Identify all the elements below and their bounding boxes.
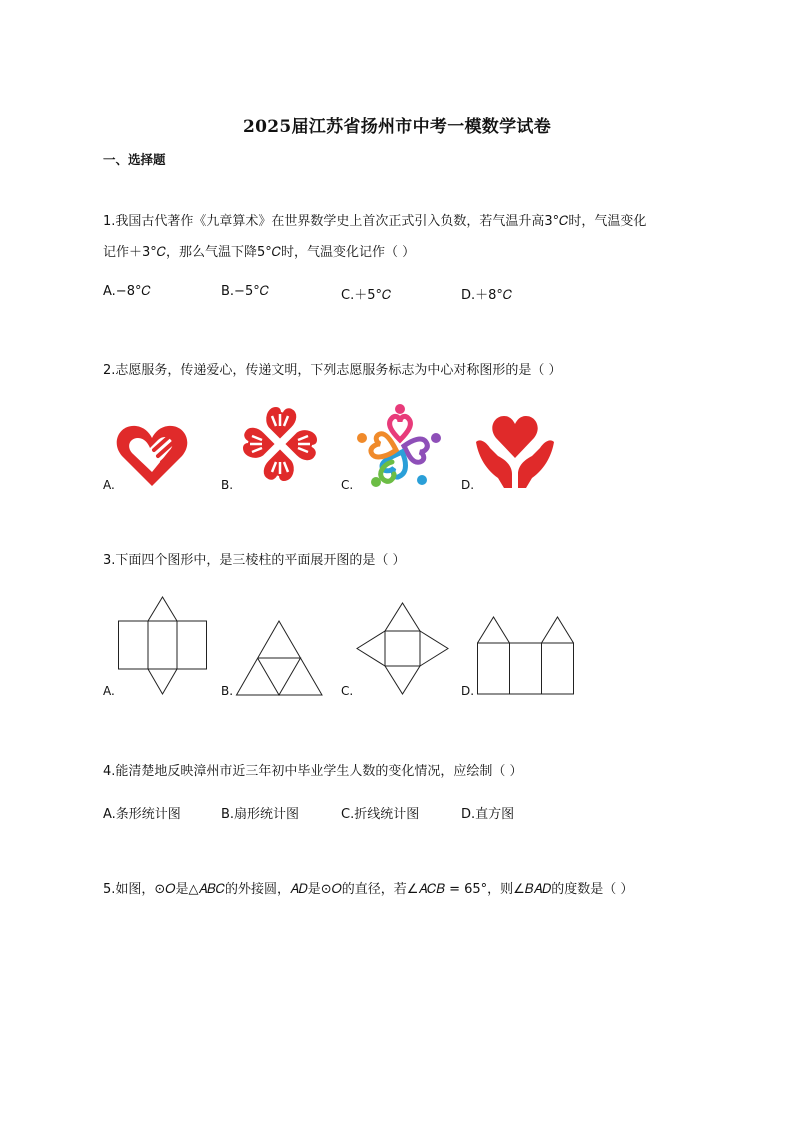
- q2-label-c: C.: [341, 478, 354, 492]
- section-heading: 一、选择题: [103, 152, 166, 167]
- q1-option-b: B.−5°𝐶: [221, 284, 269, 299]
- q2-label-b: B.: [221, 478, 234, 492]
- q3-net-b: [236, 620, 324, 698]
- q3-text: 3.下面四个图形中，是三棱柱的平面展开图的是（ ）: [103, 553, 406, 568]
- q3-label-c: C.: [341, 684, 354, 698]
- q2-logo-b-four-hearts-icon: [236, 400, 324, 488]
- q2-logo-d-hands-heart-icon: [474, 412, 556, 490]
- q4-text: 4.能清楚地反映漳州市近三年初中毕业学生人数的变化情况，应绘制（ ）: [103, 764, 523, 779]
- q3-label-d: D.: [461, 684, 475, 698]
- q3-net-a: [118, 596, 210, 696]
- q3-net-d: [477, 616, 575, 696]
- q1-text-line1: 1.我国古代著作《九章算术》在世界数学史上首次正式引入负数，若气温升高3°𝐶时，气温变化: [103, 214, 647, 229]
- q3-label-b: B.: [221, 684, 234, 698]
- q2-label-a: A.: [103, 478, 115, 492]
- q4-option-d: D.直方图: [461, 807, 515, 822]
- q3-label-a: A.: [103, 684, 115, 698]
- q1-option-c: C.＋5°𝐶: [341, 288, 392, 303]
- q4-option-b: B.扇形统计图: [221, 807, 300, 822]
- q3-net-c: [356, 602, 450, 696]
- q2-logo-c-colorful-hearts-icon: [354, 402, 446, 490]
- q2-label-d: D.: [461, 478, 475, 492]
- q4-option-a: A.条形统计图: [103, 807, 181, 822]
- q2-text: 2.志愿服务，传递爱心，传递文明，下列志愿服务标志为中心对称图形的是（ ）: [103, 363, 562, 378]
- q2-logo-a-heart-hand-icon: [114, 420, 190, 490]
- q1-option-d: D.＋8°𝐶: [461, 288, 513, 303]
- q5-text: 5.如图，⊙𝑂是△𝐴𝐵𝐶的外接圆，𝐴𝐷是⊙𝑂的直径，若∠𝐴𝐶𝐵 = 65°，则∠𝐵𝐴𝐷的度数是（ ）: [103, 882, 634, 897]
- q4-option-c: C.折线统计图: [341, 807, 420, 822]
- q1-option-a: A.−8°𝐶: [103, 284, 151, 299]
- q1-text-line2: 记作＋3°𝐶，那么气温下降5°𝐶时，气温变化记作（ ）: [103, 245, 416, 260]
- page-title: 2025届江苏省扬州市中考一模数学试卷: [242, 117, 551, 137]
